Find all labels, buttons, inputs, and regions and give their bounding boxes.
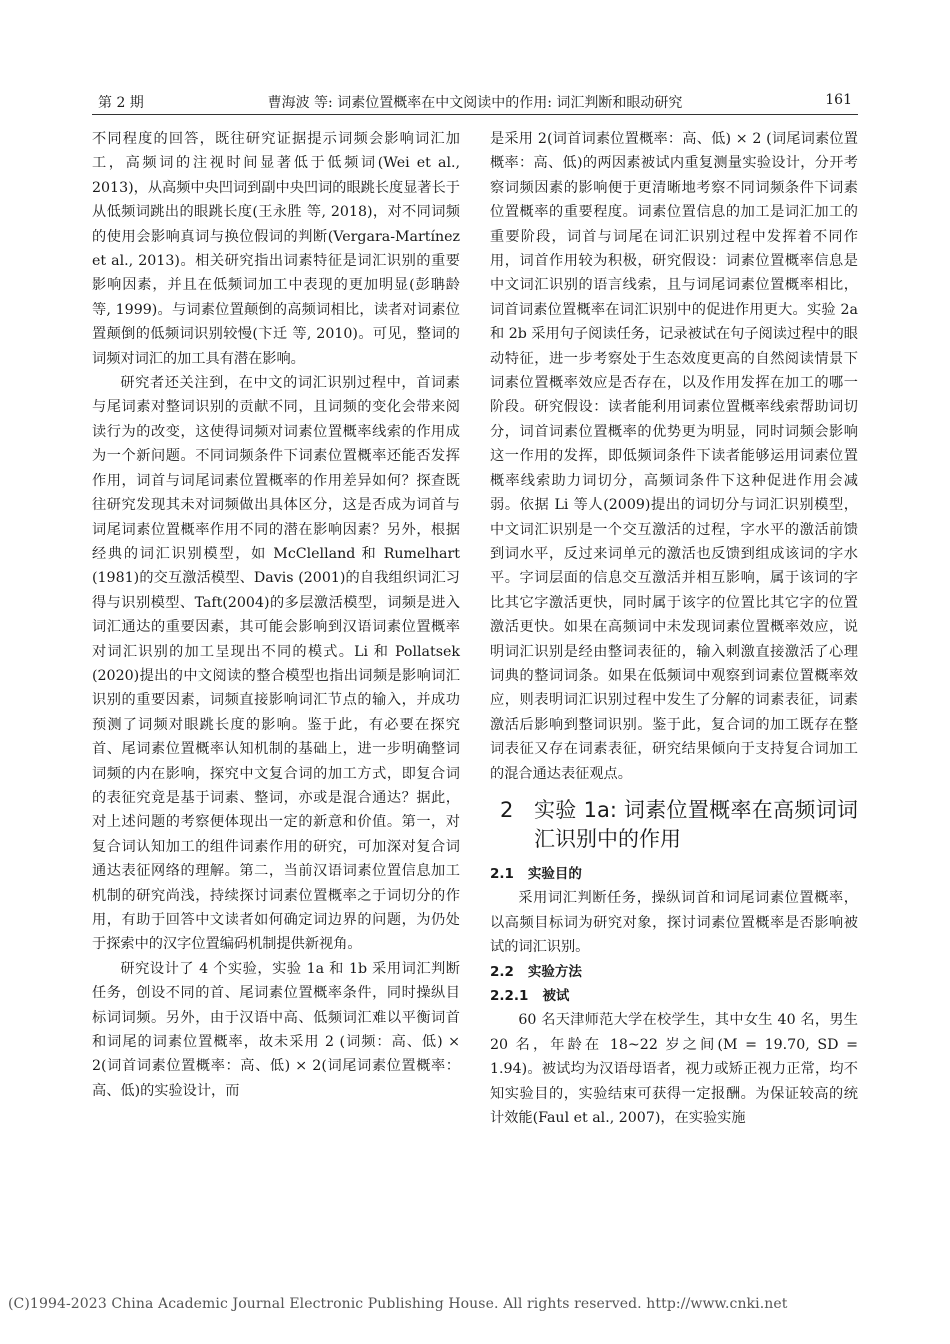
subsubsection-number: 2.2.1 [490, 988, 529, 1004]
paragraph: 研究设计了 4 个实验，实验 1a 和 1b 采用词汇判断任务，创设不同的首、尾词素位置概率条件，同时操纵目标词词频。另外，由于汉语中高、低频词汇难以平衡词首和词尾的词素位置概率，故未采用 2 (词频：高、低) × 2(词首词素位置概率：高、低) × 2(词尾词素位置概率：高、低)的实验设计，而 [92, 960, 460, 1099]
page-number: 161 [825, 92, 852, 108]
subsection-number: 2.2 [490, 963, 514, 980]
issue-label: 第 2 期 [98, 95, 144, 111]
paragraph: 研究者还关注到，在中文的词汇识别过程中，首词素与尾词素对整词识别的贡献不同，且词频的变化会带来阅读行为的改变，这使得词频对词素位置概率线索的作用成为一个新问题。不同词频条件下词素位置概率还能否发挥作用，词首与词尾词素位置概率的作用差异如何？探查既往研究发现其未对词频做出具体区分，这是否成为词首与词尾词素位置概率作用不同的潜在影响因素？另外，根据经典的词汇识别模型，如 McClelland 和 Rumelhart (1981)的交互激活模型、Davis (2001)的自我组织词汇习得与识别模型、Taft(2004)的多层激活模型，词频是进入词汇通达的重要因素，其可能会影响到汉语词素位置概率对词汇识别的加工呈现出不同的模式。Li 和 Pollatsek (2020)提出的中文阅读的整合模型也指出词频是影响词汇识别的重要因素，词频直接影响词汇节点的输入，并成功预测了词频对眼跳长度的影响。鉴于此，有必要在探究首、尾词素位置概率认知机制的基础上，进一步明确整词词频的内在影响，探究中文复合词的加工方式，即复合词的表征究竟是基于词素、整词，亦或是混合通达？据此，对上述问题的考察便体现出一定的新意和价值。第一，对复合词认知加工的组件词素作用的研究，可加深对复合词通达表征网络的理解。第二，当前汉语词素位置信息加工机制的研究尚浅，持续探讨词素位置概率之于词切分的作用，有助于回答中文读者如何确定词边界的问题，为仍处于探索中的汉字位置编码机制提供新视角。 [92, 375, 460, 953]
subsection-heading [490, 862, 858, 886]
section-title: 实验 1a: 词素位置概率在高频词词汇识别中的作用 [534, 797, 858, 851]
subsubsection-heading [490, 984, 858, 1008]
subsection-heading [490, 960, 858, 984]
subsection-number: 2.1 [490, 865, 514, 882]
running-title: 曹海波 等: 词素位置概率在中文阅读中的作用: 词汇判断和眼动研究 [267, 95, 683, 111]
paragraph: 是采用 2(词首词素位置概率：高、低) × 2 (词尾词素位置概率：高、低)的两因素被试内重复测量实验设计，分开考察词频因素的影响便于更清晰地考察不同词频条件下词素位置概率的重要程度。词素位置信息的加工是词汇加工的重要阶段，词首与词尾在词汇识别过程中发挥着不同作用，词首作用较为积极，研究假设：词素位置概率信息是中文词汇识别的语言线索，且与词尾词素位置概率相比，词首词素位置概率在词汇识别中的促进作用更大。实验 2a 和 2b 采用句子阅读任务，记录被试在句子阅读过程中的眼动特征，进一步考察处于生态效度更高的自然阅读情景下词素位置概率效应是否存在，以及作用发挥在加工的哪一阶段。研究假设：读者能利用词素位置概率线索帮助词切分，词首词素位置概率的优势更为明显，同时词频会影响这一作用的发挥，即低频词条件下读者能够运用词素位置概率线索助力词切分，高频词条件下这种促进作用会减弱。依据 Li 等人(2009)提出的词切分与词汇识别模型，中文词汇识别是一个交互激活的过程，字水平的激活前馈到词水平，反过来词单元的激活也反馈到组成该词的字水平。字词层面的信息交互激活并相互影响，属于该词的字比其它字激活更快，同时属于该字的位置比其它字的位置激活更快。如果在高频词中未发现词素位置概率效应，说明词汇识别是经由整词表征的，输入刺激直接激活了心理词典的整词词条。如果在低频词中观察到词素位置概率效应，则表明词汇识别过程中发生了分解的词素表征，词素激活后影响到整词识别。鉴于此，复合词的加工既存在整词表征又存在词素表征，研究结果倾向于支持复合词加工的混合通达表征观点。 [490, 131, 858, 782]
paragraph: 采用词汇判断任务，操纵词首和词尾词素位置概率，以高频目标词为研究对象，探讨词素位置概率是否影响被试的词汇识别。 [490, 890, 858, 956]
right-column [490, 127, 858, 1130]
subsection-title: 实验目的 [527, 865, 582, 882]
left-column [92, 127, 460, 1103]
section-heading [490, 796, 858, 854]
copyright-footer: (C)1994-2023 China Academic Journal Electronic Publishing House. All rights reserved. http://www.cnki.net [8, 1296, 788, 1312]
paragraph: 60 名天津师范大学在校学生，其中女生 40 名，男生 20 名，年龄在 18~22 岁之间(M = 19.70, SD = 1.94)。被试均为汉语母语者，视力或矫正视力正常，均不知实验目的，实验结束可获得一定报酬。为保证较高的统计效能(Faul et al., 2007)，在实验实施 [490, 1012, 858, 1127]
subsubsection-title: 被试 [542, 988, 570, 1004]
running-header [92, 90, 858, 115]
paragraph: 不同程度的回答，既往研究证据提示词频会影响词汇加工，高频词的注视时间显著低于低频词(Wei et al., 2013)，从高频中央凹词到副中央凹词的眼跳长度显著长于从低频词跳出的眼跳长度(王永胜 等, 2018)，对不同词频的使用会影响真词与换位假词的判断(Vergara-Martínez et al., 2013)。相关研究指出词素特征是词汇识别的重要影响因素，并且在低频词加工中表现的更加明显(彭聃龄 等, 1999)。与词素位置颠倒的高频词相比，读者对词素位置颠倒的低频词识别较慢(卞迁 等, 2010)。可见，整词的词频对词汇的加工具有潜在影响。 [92, 131, 460, 367]
section-number: 2 [500, 797, 514, 822]
subsection-title: 实验方法 [527, 963, 582, 980]
